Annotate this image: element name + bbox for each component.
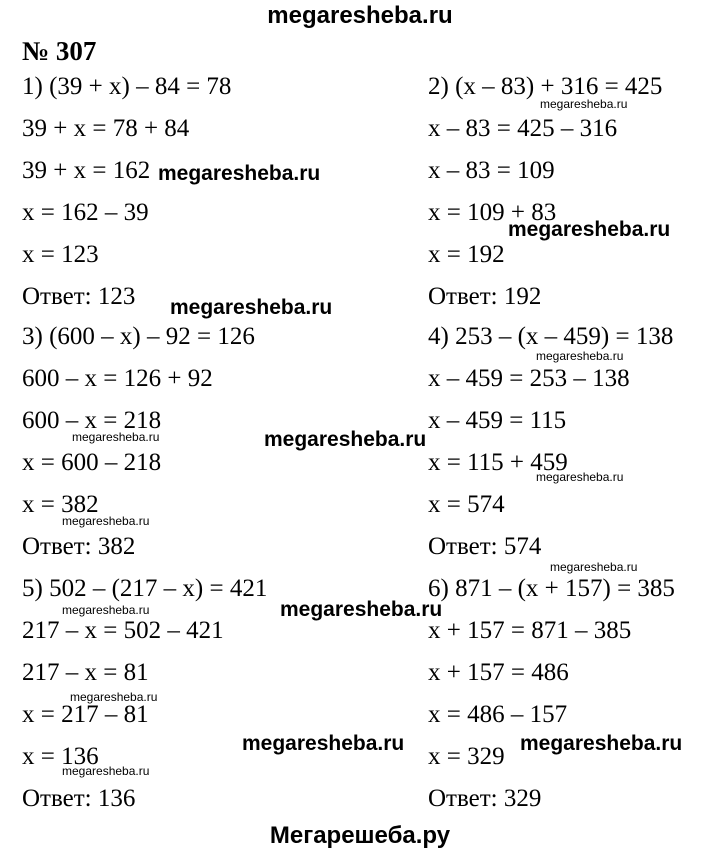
watermark-small: megaresheba.ru xyxy=(540,97,628,111)
equation-line: 600 – x = 218 xyxy=(22,407,162,434)
equation-line: x = 217 – 81 xyxy=(22,701,149,728)
answer-line: Ответ: 329 xyxy=(428,785,542,812)
equation-line: x = 162 – 39 xyxy=(22,199,149,226)
equation-line: x = 574 xyxy=(428,491,505,518)
watermark: megaresheba.ru xyxy=(264,428,427,451)
equation-line: 3) (600 – x) – 92 = 126 xyxy=(22,323,255,350)
watermark-small: megaresheba.ru xyxy=(62,764,150,778)
watermark-small: megaresheba.ru xyxy=(536,470,624,484)
answer-line: Ответ: 136 xyxy=(22,785,136,812)
answer-line: Ответ: 574 xyxy=(428,533,542,560)
answer-line: Ответ: 123 xyxy=(22,283,136,310)
watermark-small: megaresheba.ru xyxy=(70,690,158,704)
equation-line: x – 459 = 115 xyxy=(428,407,567,434)
equation-line: x = 136 xyxy=(22,743,99,770)
equation-line: 39 + x = 78 + 84 xyxy=(22,115,190,142)
equation-line: 2) (x – 83) + 316 = 425 xyxy=(428,73,663,100)
equation-line: 39 + x = 162 xyxy=(22,157,151,184)
site-header: megaresheba.ru xyxy=(267,2,453,29)
watermark: megaresheba.ru xyxy=(242,732,405,755)
equation-line: x = 192 xyxy=(428,241,505,268)
watermark-small: megaresheba.ru xyxy=(550,560,638,574)
equation-line: 217 – x = 81 xyxy=(22,659,149,686)
watermark-small: megaresheba.ru xyxy=(62,514,150,528)
watermark: megaresheba.ru xyxy=(520,732,683,755)
equation-line: x = 115 + 459 xyxy=(428,449,568,476)
equation-line: 217 – x = 502 – 421 xyxy=(22,617,224,644)
watermark: megaresheba.ru xyxy=(508,218,671,241)
equation-line: x + 157 = 871 – 385 xyxy=(428,617,632,644)
watermark: megaresheba.ru xyxy=(170,296,333,319)
footer-brand: Мегарешеба.ру xyxy=(269,822,451,849)
equation-line: x – 83 = 425 – 316 xyxy=(428,115,618,142)
equation-line: x = 600 – 218 xyxy=(22,449,162,476)
equation-line: x = 486 – 157 xyxy=(428,701,568,728)
equation-line: x + 157 = 486 xyxy=(428,659,569,686)
watermark: megaresheba.ru xyxy=(158,162,321,185)
equation-line: 4) 253 – (x – 459) = 138 xyxy=(428,323,674,350)
equation-line: x = 123 xyxy=(22,241,99,268)
equation-line: x – 83 = 109 xyxy=(428,157,555,184)
equation-line: x = 382 xyxy=(22,491,99,518)
watermark-small: megaresheba.ru xyxy=(72,430,160,444)
watermark-small: megaresheba.ru xyxy=(536,349,624,363)
equation-line: x = 109 + 83 xyxy=(428,199,557,226)
equation-line: x – 459 = 253 – 138 xyxy=(428,365,630,392)
equation-line: 1) (39 + x) – 84 = 78 xyxy=(22,73,232,100)
problem-number: № 307 xyxy=(22,36,97,66)
equation-line: 600 – x = 126 + 92 xyxy=(22,365,213,392)
watermark-small: megaresheba.ru xyxy=(62,603,150,617)
answer-line: Ответ: 192 xyxy=(428,283,542,310)
watermark: megaresheba.ru xyxy=(280,598,443,621)
equation-line: 5) 502 – (217 – x) = 421 xyxy=(22,575,268,602)
answer-line: Ответ: 382 xyxy=(22,533,136,560)
equation-line: 6) 871 – (x + 157) = 385 xyxy=(428,575,675,602)
equation-line: x = 329 xyxy=(428,743,505,770)
